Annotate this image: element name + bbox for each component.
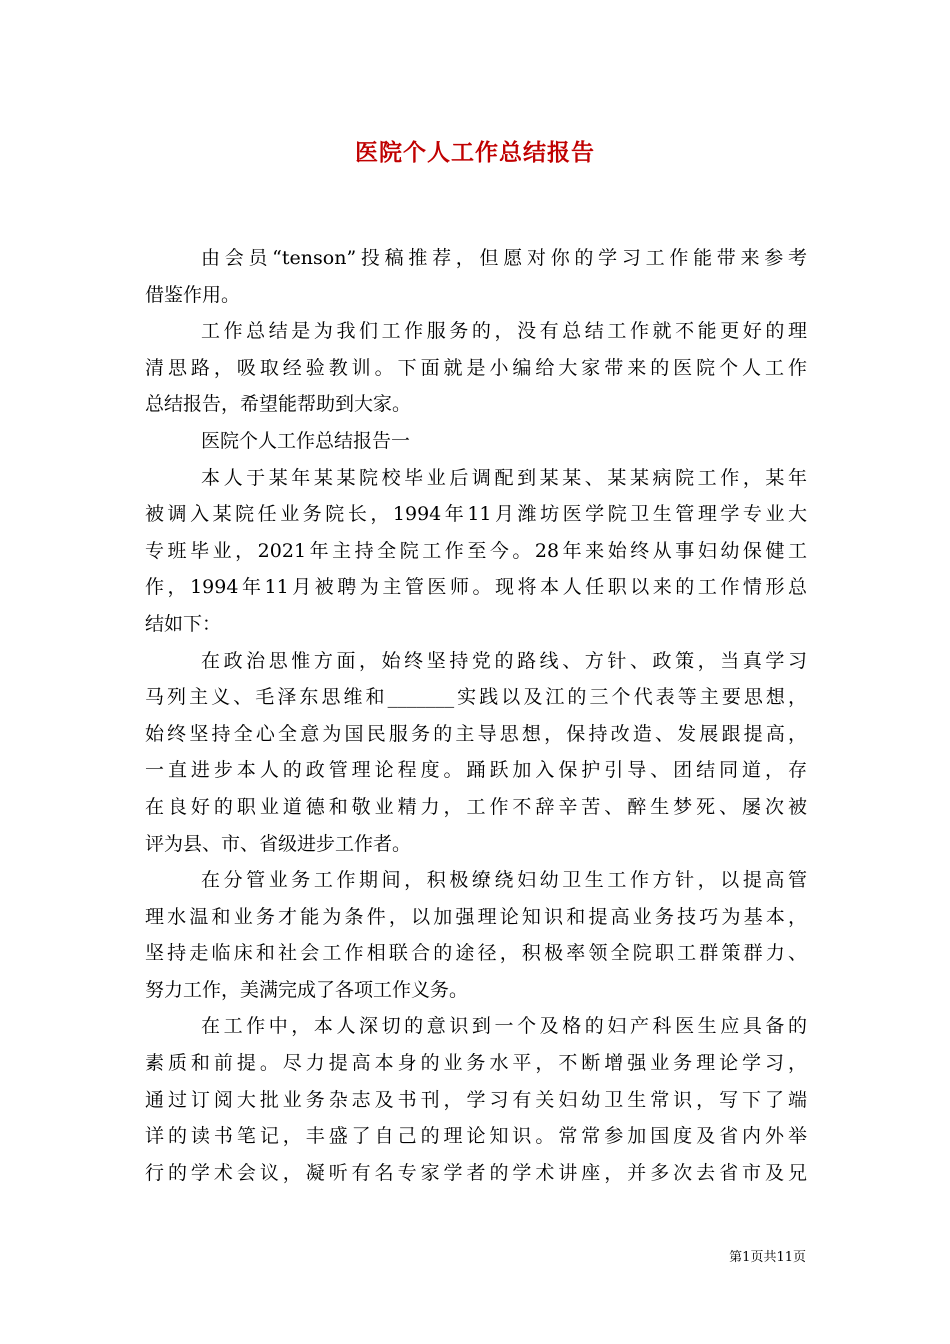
text-line: 理水温和业务才能为条件，以加强理论知识和提高业务技巧为基本， [145, 905, 807, 928]
text-line: 作，1994年11月被聘为主管医师。现将本人任职以来的工作情形总 [145, 576, 807, 599]
text-line: 在工作中，本人深切的意识到一个及格的妇产科医生应具备的 [201, 1015, 807, 1038]
text-line: 专班毕业，2021年主持全院工作至今。28年来始终从事妇幼保健工 [145, 539, 807, 562]
text-line: 在政治思惟方面，始终坚持党的路线、方针、政策，当真学习 [201, 649, 807, 672]
text-line: 被调入某院任业务院长，1994年11月潍坊医学院卫生管理学专业大 [145, 503, 807, 526]
document-title: 医院个人工作总结报告 [355, 139, 595, 166]
text-line: 马列主义、毛泽东思维和_______实践以及江的三个代表等主要思想， [145, 686, 807, 709]
text-line: 工作总结是为我们工作服务的，没有总结工作就不能更好的理 [201, 320, 807, 343]
text-line: 一直进步本人的政管理论程度。踊跃加入保护引导、团结同道，存 [145, 759, 807, 782]
text-line: 在良好的职业道德和敬业精力，工作不辞辛苦、醉生梦死、屡次被 [145, 795, 807, 818]
text-line: 素质和前提。尽力提高本身的业务水平，不断增强业务理论学习， [145, 1052, 807, 1075]
text-line: 清思路，吸取经验教训。下面就是小编给大家带来的医院个人工作 [145, 356, 807, 379]
text-line: 医院个人工作总结报告一 [201, 429, 411, 452]
text-line: 行的学术会议，凝听有名专家学者的学术讲座，并多次去省市及兄 [145, 1161, 807, 1184]
text-line: 本人于某年某某院校毕业后调配到某某、某某病院工作，某年 [201, 466, 807, 489]
text-line: 通过订阅大批业务杂志及书刊，学习有关妇幼卫生常识，写下了端 [145, 1088, 807, 1111]
text-line: 总结报告，希望能帮助到大家。 [145, 393, 412, 416]
text-line: 坚持走临床和社会工作相联合的途径，积极率领全院职工群策群力、 [145, 942, 807, 965]
text-line: 始终坚持全心全意为国民服务的主导思想，保持改造、发展跟提高， [145, 722, 807, 745]
document-body [145, 240, 807, 1191]
text-line: 评为县、市、省级进步工作者。 [145, 832, 412, 855]
page-number: 第1页共11页 [729, 1250, 806, 1265]
text-line: 由会员“tenson”投稿推荐，但愿对你的学习工作能带来参考 [201, 247, 807, 269]
text-line: 努力工作，美满完成了各项工作义务。 [145, 978, 469, 1001]
text-line: 结如下： [145, 612, 222, 635]
text-line: 借鉴作用。 [145, 283, 241, 306]
text-line: 在分管业务工作期间，积极缭绕妇幼卫生工作方针，以提高管 [201, 869, 807, 892]
text-line: 详的读书笔记，丰盛了自己的理论知识。常常参加国度及省内外举 [145, 1125, 807, 1148]
